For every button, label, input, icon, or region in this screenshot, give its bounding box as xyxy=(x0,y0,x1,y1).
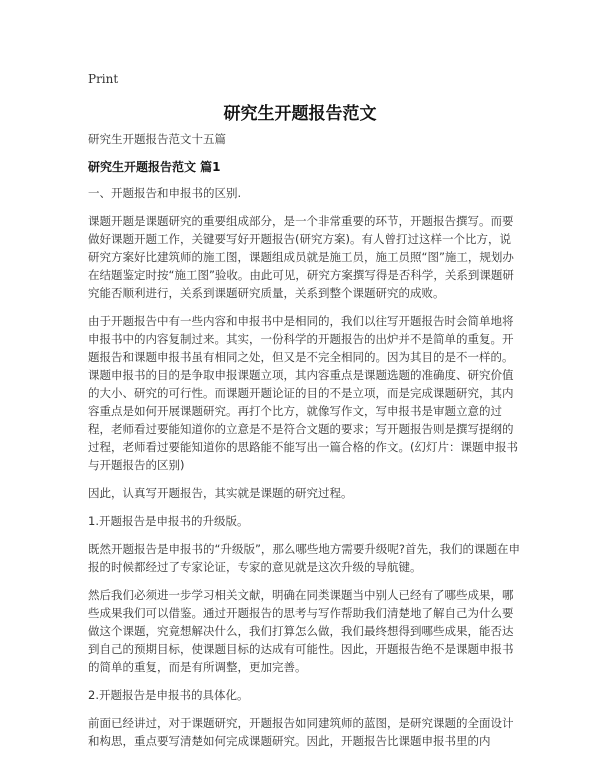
document-body xyxy=(88,184,520,760)
paragraph: 1.开题报告是申报书的升级版。 xyxy=(88,514,249,528)
paragraph: 因此，认真写开题报告，其实就是课题的研究过程。 xyxy=(88,486,353,500)
paragraph: 一、开题报告和申报书的区别. xyxy=(88,186,242,200)
paragraph: 前面已经讲过，对于课题研究，开题报告如同建筑师的蓝图，是研究课题的全面设计和构思，重点要写清楚如何完成课题研究。因此，开题报告比课题申报书里的内 xyxy=(88,716,514,748)
print-link[interactable]: Print xyxy=(88,72,119,86)
paragraph: 2.开题报告是申报书的具体化。 xyxy=(88,688,249,702)
paragraph: 然后我们必须进一步学习相关文献，明确在同类课题当中别人已经有了哪些成果，哪些成果我们可以借鉴。通过开题报告的思考与写作帮助我们清楚地了解自己为什么要做这个课题，究竟想解决什么，我们打算怎么做，我们最终想得到哪些成果，能否达到自己的预期目标，使课题目标的达成有可能性。因此，开题报告绝不是课题申报书的简单的重复，而是有所调整，更加完善。 xyxy=(88,588,514,674)
paragraph: 由于开题报告中有一些内容和申报书中是相同的，我们以往写开题报告时会简单地将申报书中的内容复制过来。其实，一份科学的开题报告的出炉并不是简单的重复。开题报告和课题申报书虽有相同之处，但又是不完全相同的。因为其目的是不一样的。课题申报书的目的是争取申报课题立项，其内容重点是课题选题的准确度、研究价值的大小、研究的可行性。而课题开题论证的目的不是立项，而是完成课题研究，其内容重点是如何开展课题研究。再打个比方，就像写作文，写申报书是审题立意的过程，老师看过要能知道你的立意是不是符合文题的要求；写开题报告则是撰写提纲的过程，老师看过要能知道你的思路能不能写出一篇合格的作文。(幻灯片：课题申报书与开题报告的区别) xyxy=(88,314,518,472)
document-subtitle: 研究生开题报告范文十五篇 xyxy=(88,132,226,146)
paragraph: 课题开题是课题研究的重要组成部分，是一个非常重要的环节，开题报告撰写。而要做好课题开题工作，关键要写好开题报告(研究方案)。有人曾打过这样一个比方，说研究方案好比建筑师的施工图，课题组成员就是施工员，施工员照“图”施工，规划办在结题鉴定时按“施工图”验收。由此可见，研究方案撰写得是否科学，关系到课题研究能否顺利进行，关系到课题研究质量，关系到整个课题研究的成败。 xyxy=(88,214,514,300)
paragraph: 既然开题报告是申报书的“升级版”，那么哪些地方需要升级呢?首先，我们的课题在申报的时候都经过了专家论证，专家的意见就是这次升级的导航键。 xyxy=(88,542,521,574)
section-heading: 研究生开题报告范文 篇1 xyxy=(88,160,221,174)
document-title: 研究生开题报告范文 xyxy=(223,104,377,124)
